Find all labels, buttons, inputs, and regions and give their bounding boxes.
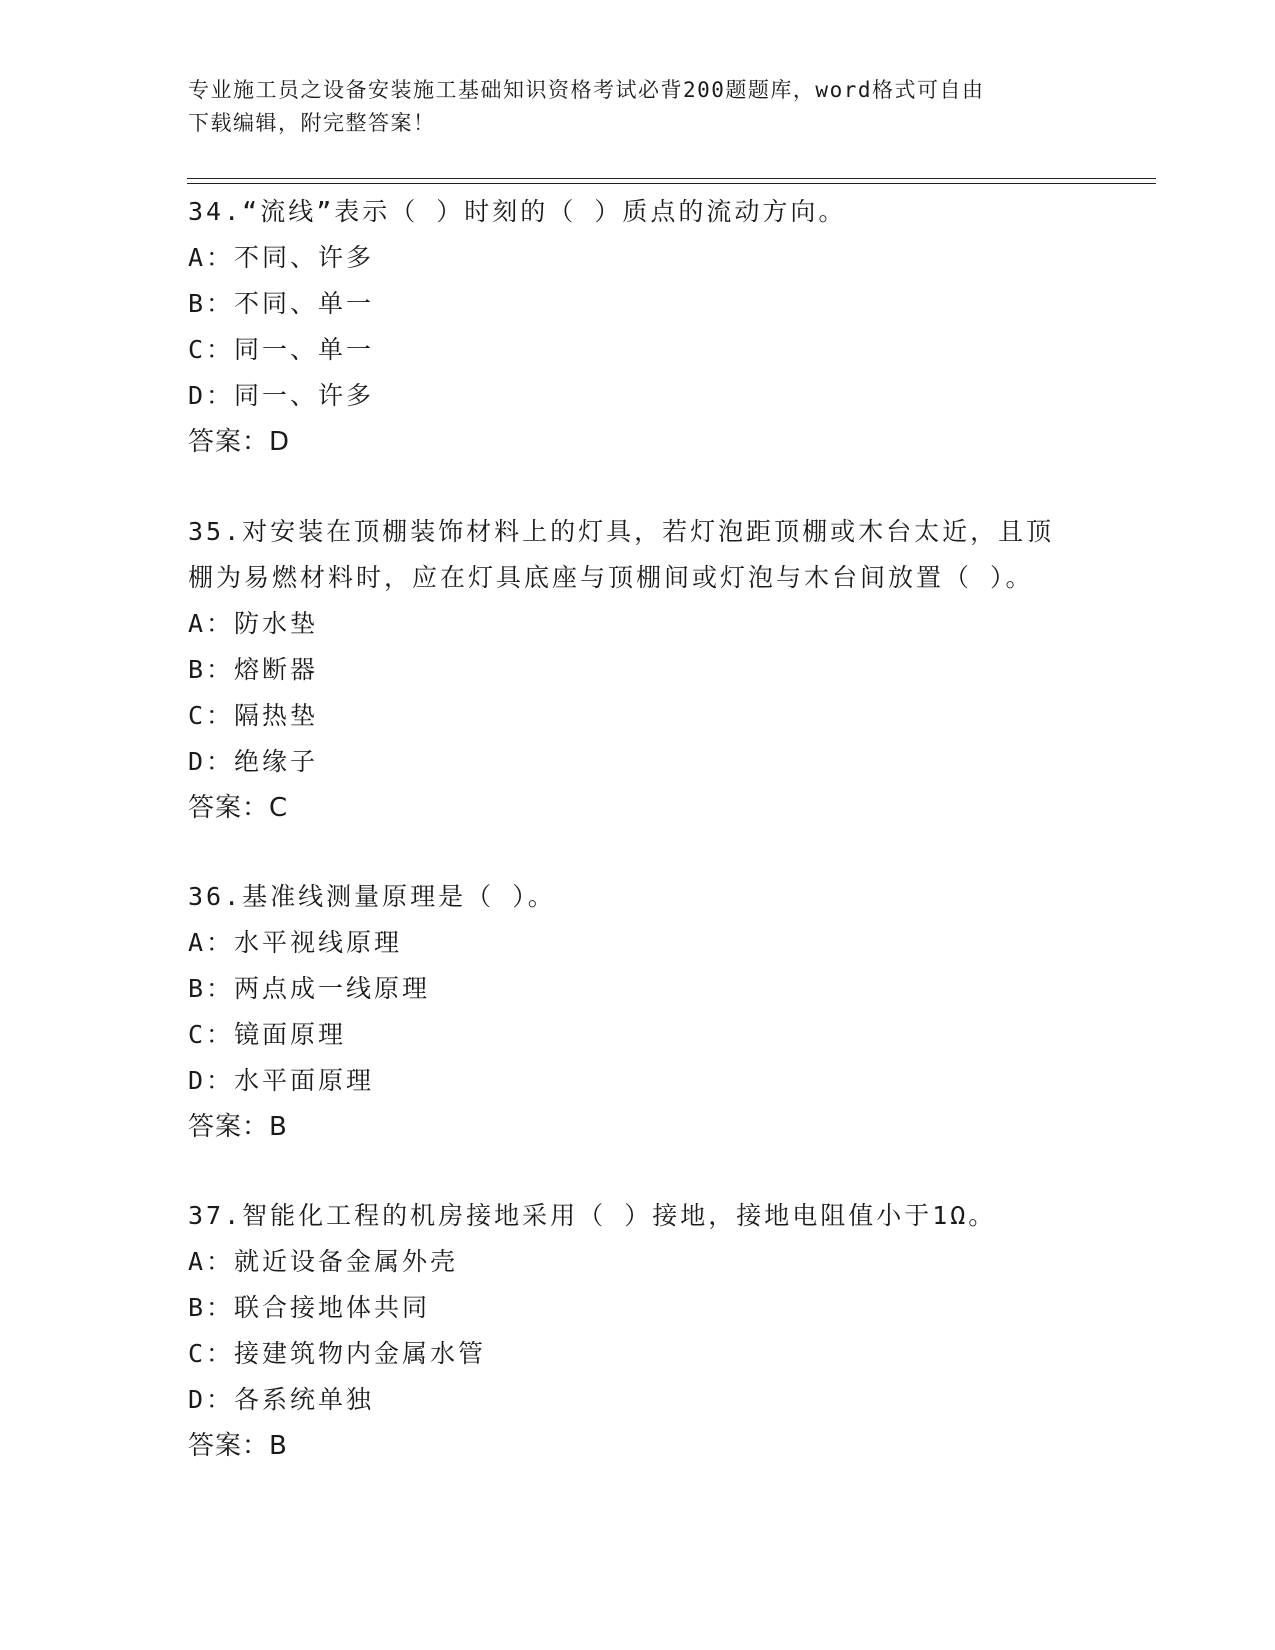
- header-line-2: 下载编辑，附完整答案！: [188, 111, 436, 135]
- header-line-1: 专业施工员之设备安装施工基础知识资格考试必背200题题库，word格式可自由: [188, 78, 985, 102]
- question-stem: 37.智能化工程的机房接地采用（ ）接地，接地电阻值小于1Ω。: [188, 1201, 997, 1230]
- question-37: [188, 1193, 1088, 1469]
- option-c: C：隔热垫: [188, 701, 319, 730]
- answer-line: 答案：B: [188, 1112, 288, 1142]
- header-divider-top: [187, 178, 1156, 179]
- question-34: [188, 189, 1088, 465]
- answer-line: 答案：D: [188, 427, 291, 457]
- option-d: D：绝缘子: [188, 747, 319, 776]
- answer-line: 答案：B: [188, 1431, 288, 1461]
- option-d: D：同一、许多: [188, 381, 375, 410]
- option-a: A：不同、许多: [188, 243, 375, 272]
- header-divider-bottom: [187, 183, 1156, 184]
- question-stem: 34.“流线”表示（ ）时刻的（ ）质点的流动方向。: [188, 197, 847, 226]
- option-a: A：水平视线原理: [188, 928, 403, 957]
- option-d: D：水平面原理: [188, 1066, 375, 1095]
- option-b: B：两点成一线原理: [188, 974, 431, 1003]
- option-b: B：不同、单一: [188, 289, 375, 318]
- question-35: [188, 509, 1088, 831]
- question-36: [188, 874, 1088, 1150]
- document-header: [188, 74, 1088, 140]
- option-d: D：各系统单独: [188, 1385, 375, 1414]
- option-a: A：就近设备金属外壳: [188, 1247, 459, 1276]
- option-c: C：接建筑物内金属水管: [188, 1339, 487, 1368]
- option-b: B：熔断器: [188, 655, 319, 684]
- option-c: C：同一、单一: [188, 335, 375, 364]
- question-stem-line-2: 棚为易燃材料时，应在灯具底座与顶棚间或灯泡与木台间放置（ ）。: [188, 563, 1034, 592]
- question-stem-line-1: 35.对安装在顶棚装饰材料上的灯具，若灯泡距顶棚或木台太近，且顶: [188, 517, 1055, 546]
- answer-line: 答案：C: [188, 793, 289, 823]
- question-stem: 36.基准线测量原理是（ ）。: [188, 882, 556, 911]
- option-b: B：联合接地体共同: [188, 1293, 431, 1322]
- option-c: C：镜面原理: [188, 1020, 347, 1049]
- option-a: A：防水垫: [188, 609, 319, 638]
